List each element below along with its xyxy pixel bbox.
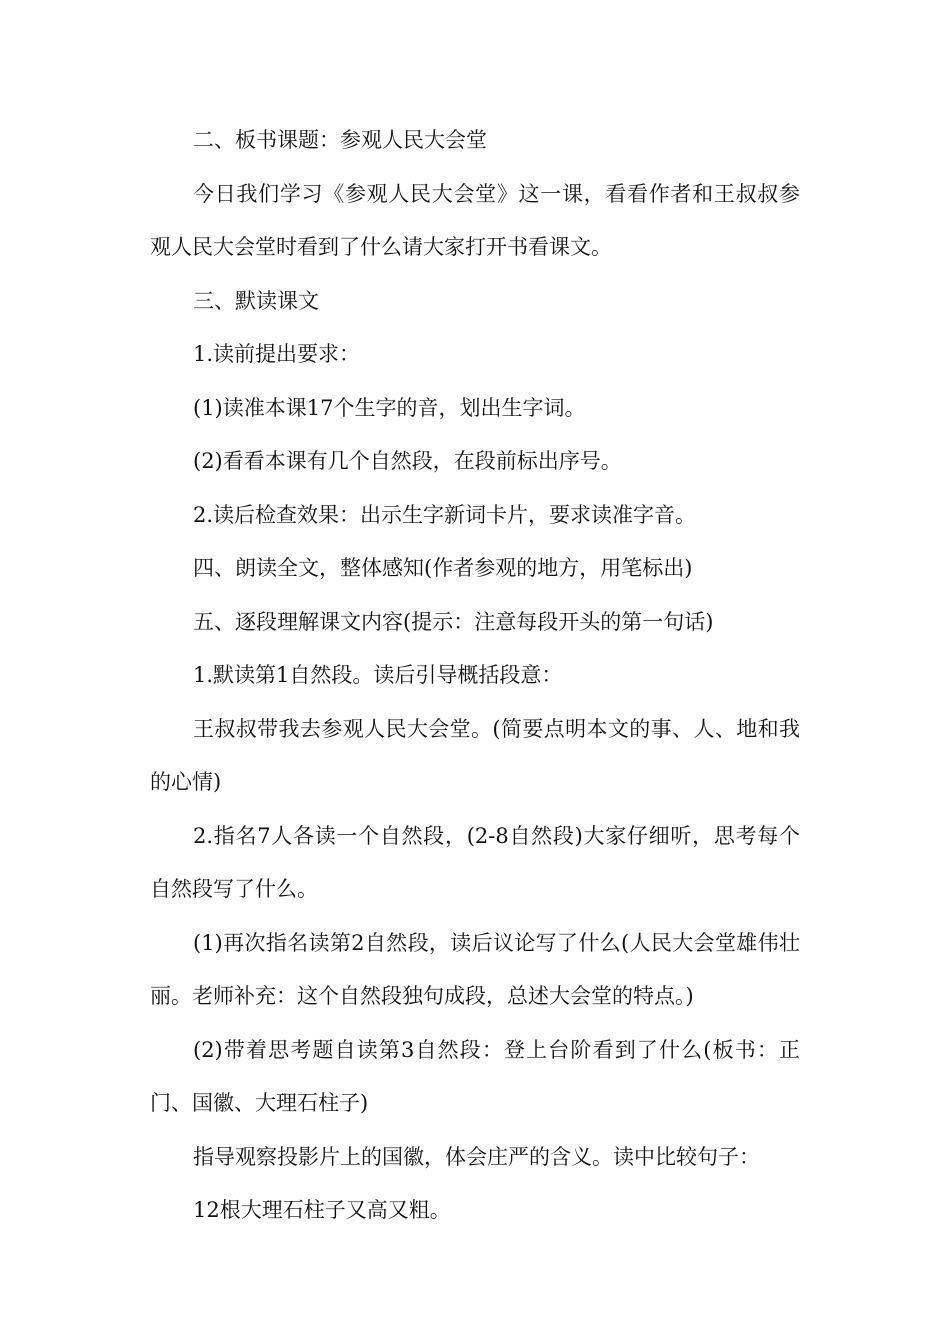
paragraph: 三、默读课文 [193, 288, 319, 313]
paragraph: 指导观察投影片上的国徽，体会庄严的含义。读中比较句子： [193, 1144, 760, 1169]
paragraph: 四、朗读全文，整体感知(作者参观的地方，用笔标出) [193, 556, 693, 580]
paragraph: (2)看看本课有几个自然段，在段前标出序号。 [193, 449, 622, 473]
paragraph: 五、逐段理解课文内容(提示：注意每段开头的第一句话) [193, 609, 714, 634]
paragraph: 1.默读第1自然段。读后引导概括段意： [193, 663, 563, 687]
paragraph: 2.指名7人各读一个自然段，(2-8自然段)大家仔细听，思考每个自然段写了什么。 [150, 823, 800, 901]
paragraph: 二、板书课题：参观人民大会堂 [193, 128, 487, 152]
document-body [150, 114, 800, 1238]
paragraph: 12根大理石柱子又高又粗。 [193, 1198, 451, 1222]
paragraph: (1)再次指名读第2自然段，读后议论写了什么(人民大会堂雄伟壮丽。老师补充：这个自然段独句成段，总述大会堂的特点。) [150, 930, 800, 1008]
paragraph: (2)带着思考题自读第3自然段：登上台阶看到了什么(板书：正门、国徽、大理石柱子) [150, 1037, 800, 1115]
paragraph: 王叔叔带我去参观人民大会堂。(简要点明本文的事、人、地和我的心情) [150, 716, 800, 794]
paragraph: 今日我们学习《参观人民大会堂》这一课，看看作者和王叔叔参观人民大会堂时看到了什么请大家打开书看课文。 [150, 181, 800, 259]
paragraph: (1)读准本课17个生字的音，划出生字词。 [193, 395, 586, 420]
paragraph: 1.读前提出要求： [193, 342, 361, 366]
paragraph: 2.读后检查效果：出示生字新词卡片，要求读准字音。 [193, 502, 697, 527]
